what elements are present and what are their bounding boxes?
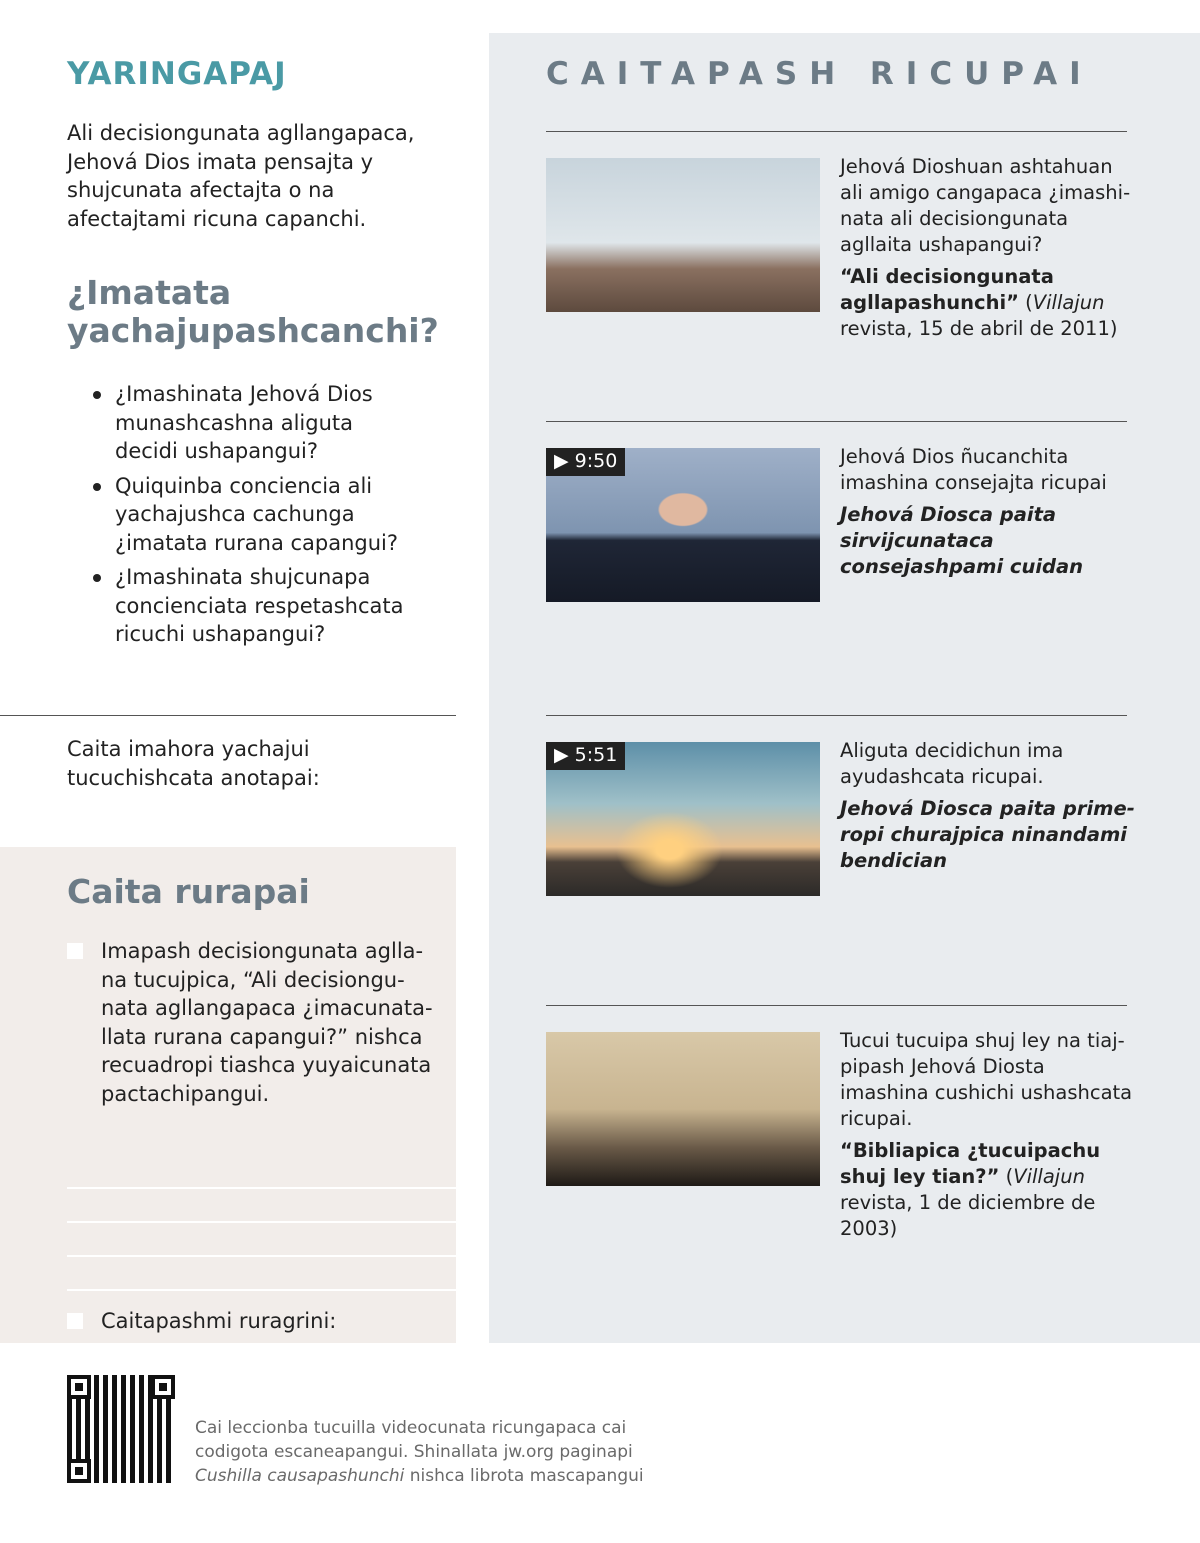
task-checkbox-item[interactable] [67,937,437,1108]
notes-prompt: Caita imahora yachajui tucuchishcata anotapai: [67,737,320,790]
checkbox[interactable] [67,943,83,959]
resource-item [840,444,1135,586]
resource-description: Aliguta decidichun ima ayudashcata ricupai. [840,739,1064,788]
write-line[interactable] [67,1187,456,1189]
task-heading: Caita rurapai [67,872,310,911]
qr-code-icon[interactable] [67,1375,175,1483]
question-item: ¿Imashinata Jehová Dios munashcashna aliguta decidi ushapangui? [67,380,417,466]
question-item: ¿Imashinata shujcunapa concienciata respetashcata ricuchi ushapangui? [67,563,417,649]
task-label: Caitapashmi ruragrini: [101,1309,337,1333]
resource-description: Tucui tucuipa shuj ley na tiajpipash Jehová Diosta imashina cushichi ushashcata ricupai. [840,1029,1133,1130]
resource-reference[interactable]: Jehová Diosca paita primeropi churajpica ninandami bendician [840,797,1135,872]
resource-reference[interactable]: “Ali decisiongunata agllapashunchi” (Villajun revista, 15 de abril de 2011) [840,265,1118,340]
resource-reference[interactable]: “Bibliapica ¿tucuipachu shuj ley tian?” (Villajun revista, 1 de diciembre de 2003) [840,1139,1101,1240]
see-also-title: CAITAPASH RICUPAI [546,56,1093,92]
video-duration: ▶ 5:51 [546,742,625,770]
task-label: Imapash decisiongunata agllana tucujpica, “Ali decisiongunata agllangapaca ¿imacunatallata rurana capangui?” nishca recuadropi tiashca yuyaicunata pactachipangui. [101,939,433,1106]
write-line[interactable] [67,1255,456,1257]
video-thumbnail-sunset[interactable] [546,742,820,896]
section-title: YARINGAPAJ [67,56,287,92]
divider [546,715,1127,716]
question-heading: ¿Imatata yachajupashcanchi? [67,273,439,350]
article-thumbnail-man-studying[interactable] [546,158,820,312]
resource-item [840,154,1135,348]
article-thumbnail-open-bible[interactable] [546,1032,820,1186]
video-duration: ▶ 9:50 [546,448,625,476]
task-checkbox-item[interactable] [67,1307,437,1336]
write-line[interactable] [67,1289,456,1291]
divider [0,715,456,716]
resource-description: Jehová Dios ñucanchita imashina consejajta ricupai [840,445,1107,494]
checkbox[interactable] [67,1313,83,1329]
resource-reference[interactable]: Jehová Diosca paita sirvijcunataca consejashpami cuidan [840,503,1084,578]
footer-note: Cai leccionba tucuilla videocunata ricungapaca cai codigota escaneapangui. Shinallata jw.org paginapi Cushilla causapashunchi nishca librota mascapangui [195,1418,644,1486]
divider [546,421,1127,422]
resource-item [840,738,1135,880]
question-list [67,380,417,655]
divider [546,131,1127,132]
divider [546,1005,1127,1006]
resource-description: Jehová Dioshuan ashtahuan ali amigo cangapaca ¿imashinata ali decisiongunata agllaita ushapangui? [840,155,1131,256]
intro-text: Ali decisiongunata agllangapaca, Jehová Dios imata pensajta y shujcunata afectajta o na afectajtami ricuna capanchi. [67,121,415,231]
write-line[interactable] [67,1221,456,1223]
resource-item [840,1028,1135,1248]
video-thumbnail-speaker[interactable] [546,448,820,602]
question-item: Quiquinba conciencia ali yachajushca cachunga ¿imatata rurana capangui? [67,472,417,558]
